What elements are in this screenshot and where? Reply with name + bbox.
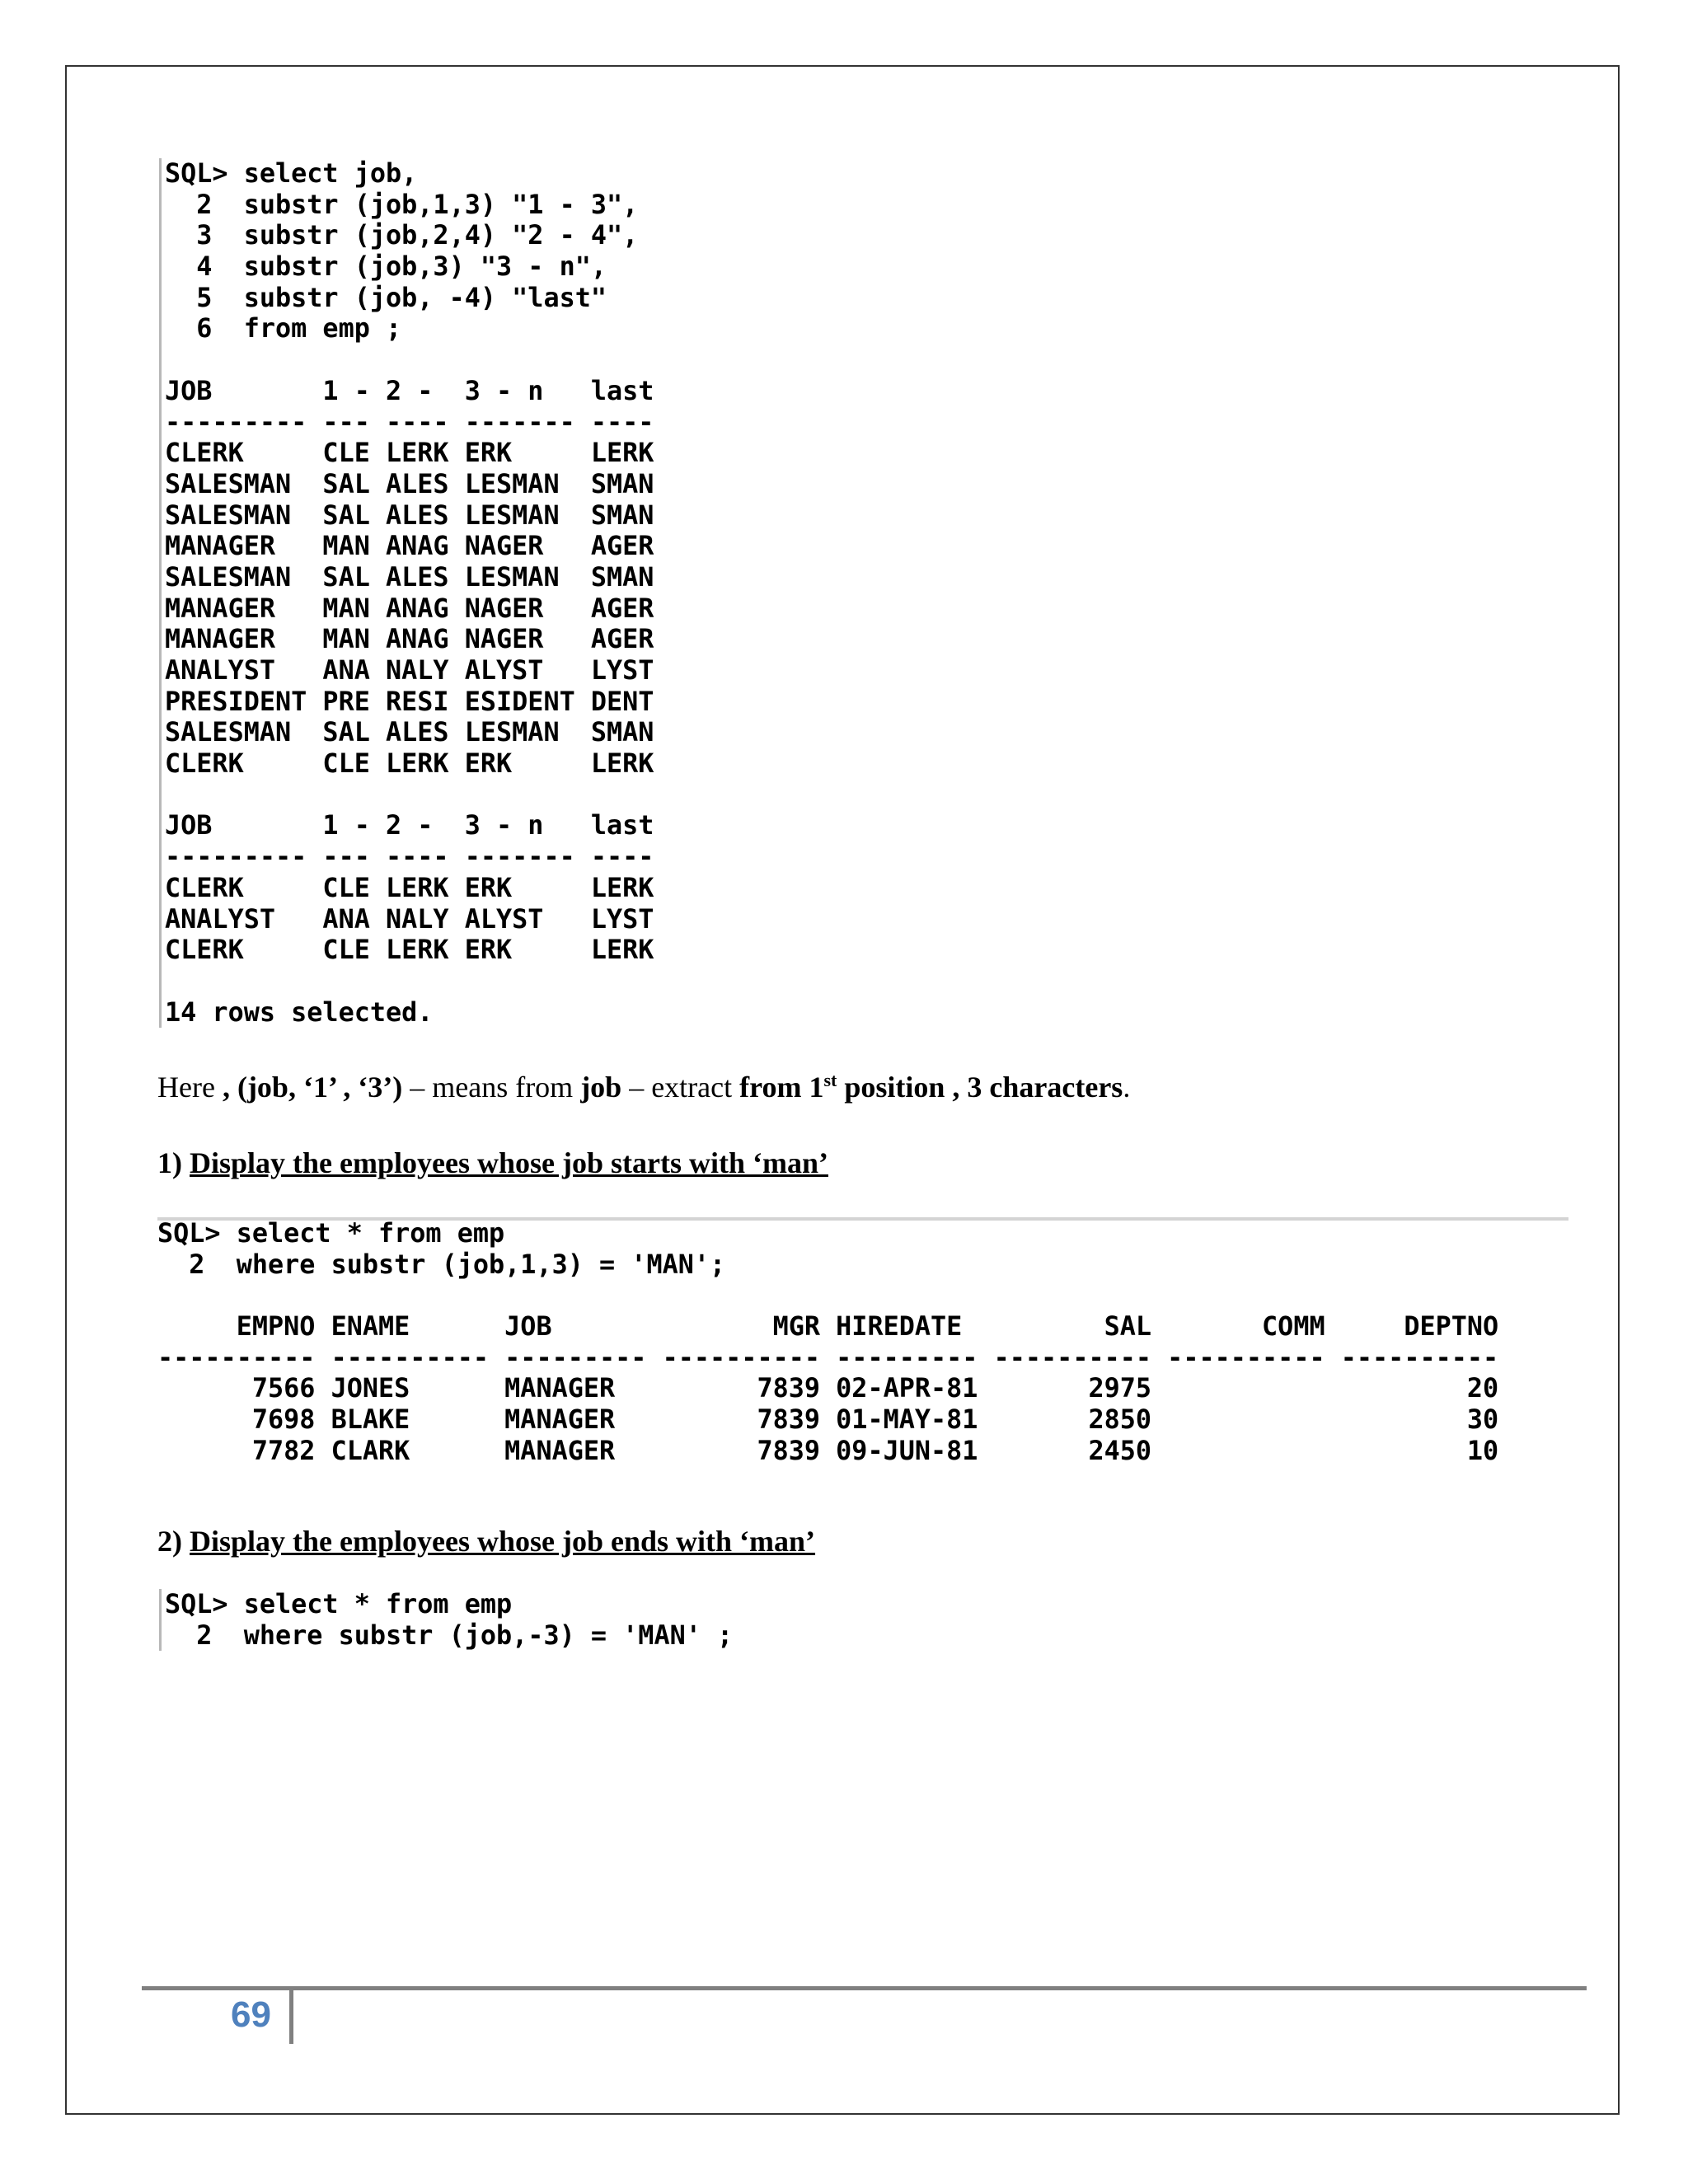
console-line: SALESMAN SAL ALES LESMAN SMAN (165, 468, 654, 499)
console-line: 7566 JONES MANAGER 7839 02-APR-81 2975 20 (157, 1373, 1499, 1404)
heading-number: 2) (157, 1525, 190, 1558)
console-line: SQL> select * from emp (157, 1218, 505, 1249)
console-line: SALESMAN SAL ALES LESMAN SMAN (165, 499, 654, 531)
explanation-text: Here (157, 1071, 223, 1104)
console-line: ANALYST ANA NALY ALYST LYST (165, 903, 654, 935)
console-line (157, 1280, 1498, 1311)
section-heading-1 (157, 1146, 828, 1180)
console-line: ---------- ---------- --------- ---------- --------- ---------- ---------- ---------- (157, 1342, 1499, 1373)
console-line: JOB 1 - 2 - 3 - n last (165, 810, 654, 841)
console-line: 2 substr (job,1,3) "1 - 3", (165, 189, 639, 220)
explanation-keyword-job: job (580, 1071, 622, 1104)
explanation-args: , (job, ‘1’ , ‘3’) (222, 1071, 403, 1104)
sql-console-substr-output (159, 158, 654, 1028)
explanation-position (739, 1071, 1123, 1104)
console-line: SQL> select * from emp (165, 1589, 513, 1619)
console-line: --------- --- ---- ------- ---- (165, 406, 654, 438)
footer-divider (289, 1990, 293, 2044)
console-line: CLERK CLE LERK ERK LERK (165, 438, 654, 469)
console-line: SALESMAN SAL ALES LESMAN SMAN (165, 717, 654, 748)
explanation-from-1: from 1 (739, 1071, 824, 1104)
console-line: 5 substr (job, -4) "last" (165, 282, 607, 313)
explanation-text: – extract (621, 1071, 740, 1104)
console-line: MANAGER MAN ANAG NAGER AGER (165, 624, 654, 655)
heading-number: 1) (157, 1146, 190, 1179)
explanation-superscript: st (823, 1070, 837, 1090)
explanation-paragraph (157, 1070, 1130, 1104)
heading-text: Display the employees whose job ends with ‘man’ (190, 1525, 816, 1558)
console-line: EMPNO ENAME JOB MGR HIREDATE SAL COMM DEPTNO (157, 1311, 1499, 1343)
console-line: 2 where substr (job,-3) = 'MAN' ; (165, 1619, 734, 1651)
console-line: SQL> select job, (165, 158, 418, 189)
console-line: PRESIDENT PRE RESI ESIDENT DENT (165, 686, 654, 717)
section-heading-2 (157, 1524, 815, 1558)
console-line: --------- --- ---- ------- ---- (165, 841, 654, 873)
console-line: ANALYST ANA NALY ALYST LYST (165, 655, 654, 686)
console-line: SALESMAN SAL ALES LESMAN SMAN (165, 561, 654, 593)
explanation-period: . (1123, 1071, 1131, 1104)
console-line: 4 substr (job,3) "3 - n", (165, 251, 607, 283)
console-line: MANAGER MAN ANAG NAGER AGER (165, 593, 654, 624)
console-line: 14 rows selected. (165, 996, 434, 1028)
page-number: 69 (231, 1994, 271, 2035)
console-line: 2 where substr (job,1,3) = 'MAN'; (157, 1249, 726, 1280)
console-line: 7782 CLARK MANAGER 7839 09-JUN-81 2450 10 (157, 1435, 1499, 1466)
console-line (165, 966, 654, 997)
console-line: CLERK CLE LERK ERK LERK (165, 748, 654, 780)
explanation-text: – means from (402, 1071, 581, 1104)
console-line: 3 substr (job,2,4) "2 - 4", (165, 220, 639, 251)
sql-console-ends-with-man (159, 1589, 733, 1651)
heading-text: Display the employees whose job starts with ‘man’ (190, 1146, 828, 1179)
console-line: MANAGER MAN ANAG NAGER AGER (165, 531, 654, 562)
footer-rule (142, 1986, 1587, 1990)
console-line (165, 344, 654, 376)
console-line: CLERK CLE LERK ERK LERK (165, 935, 654, 966)
console-line: 6 from emp ; (165, 313, 402, 344)
console-line: 7698 BLAKE MANAGER 7839 01-MAY-81 2850 30 (157, 1404, 1499, 1436)
console-line: JOB 1 - 2 - 3 - n last (165, 375, 654, 406)
explanation-characters: position , 3 characters (837, 1071, 1123, 1104)
console-line: CLERK CLE LERK ERK LERK (165, 872, 654, 903)
sql-console-starts-with-man (157, 1218, 1498, 1467)
console-line (165, 780, 654, 811)
